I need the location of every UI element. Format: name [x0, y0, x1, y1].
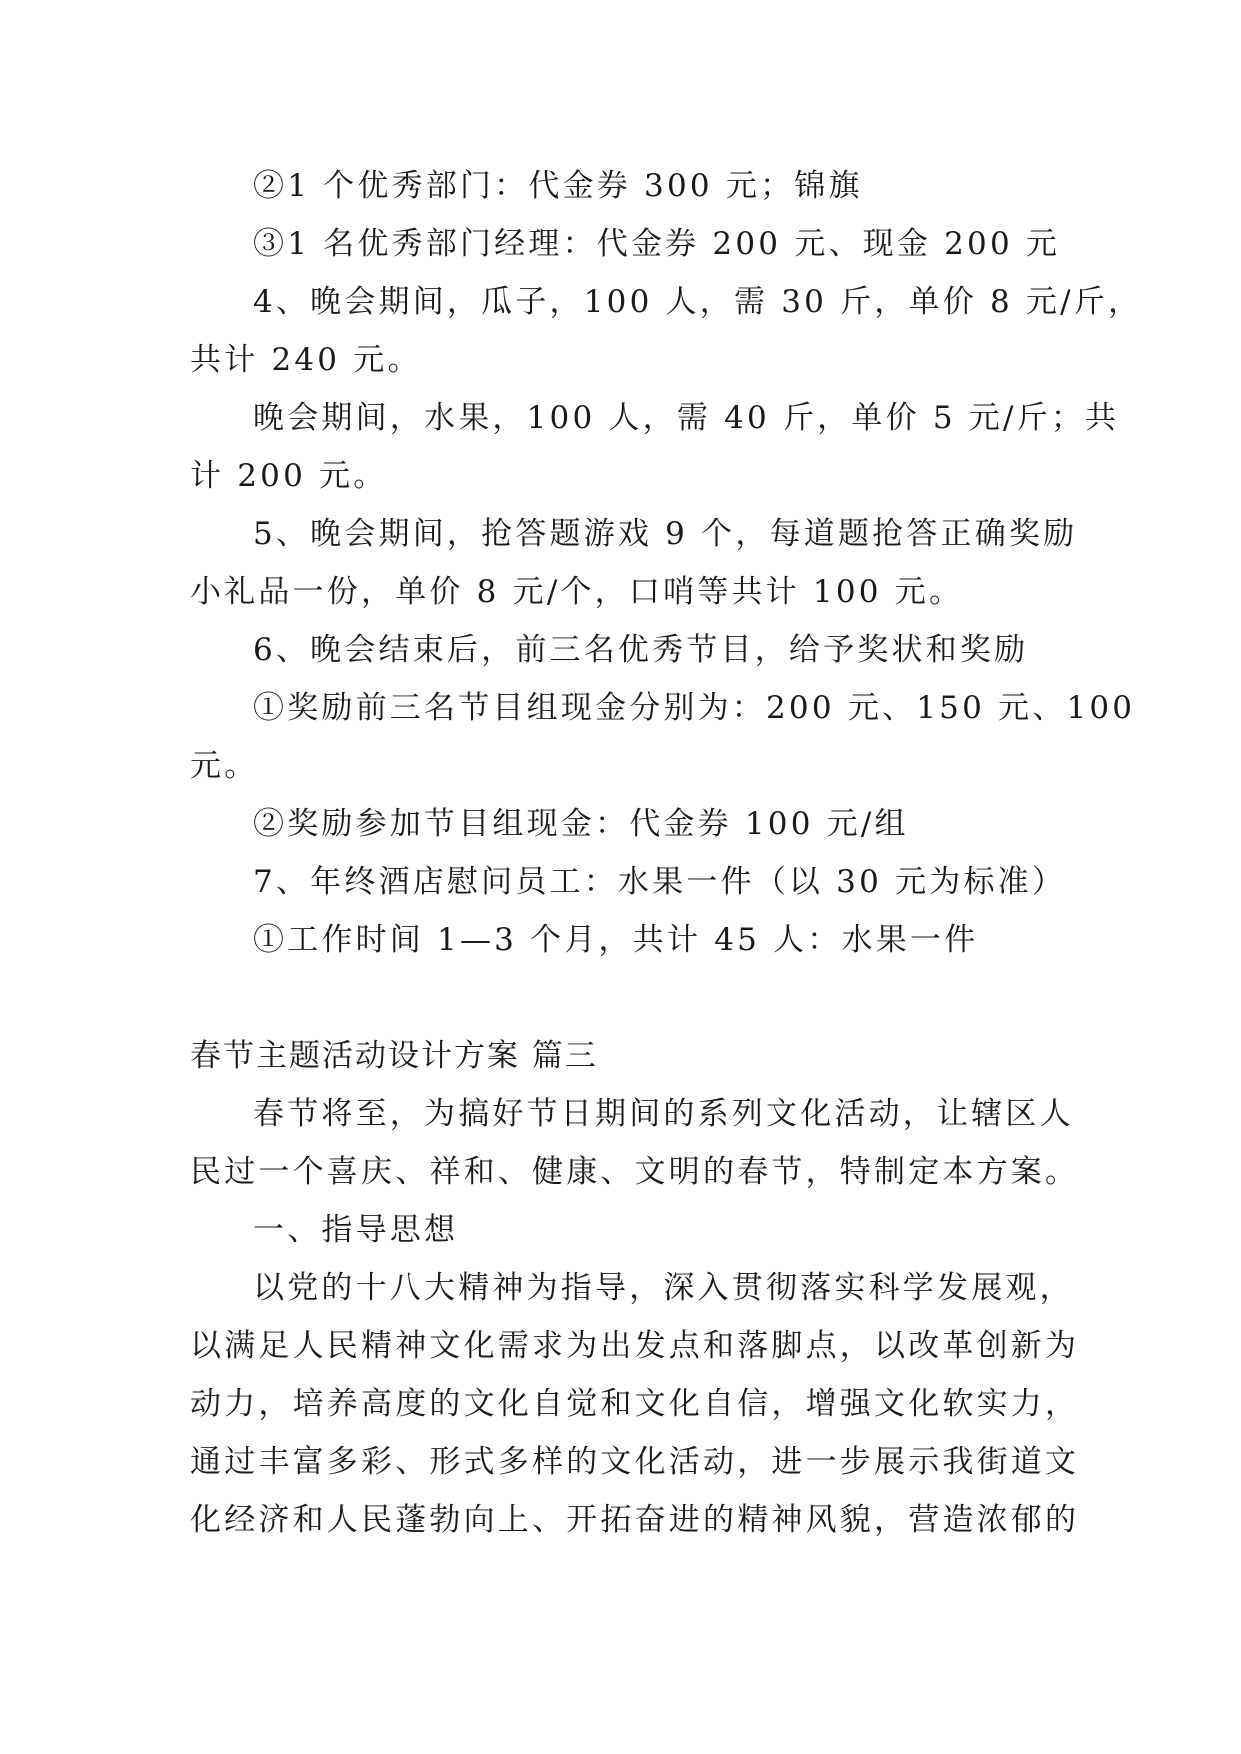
text-line: 通过丰富多彩、形式多样的文化活动，进一步展示我街道文: [190, 1444, 1080, 1480]
section-heading: 春节主题活动设计方案 篇三: [190, 1038, 598, 1074]
text-line: 以满足人民精神文化需求为出发点和落脚点，以改革创新为: [190, 1328, 1080, 1364]
text-line: 动力，培养高度的文化自觉和文化自信，增强文化软实力，: [190, 1386, 1080, 1422]
text-line: 4、晚会期间，瓜子，100 人，需 30 斤，单价 8 元/斤，: [253, 284, 1143, 320]
text-line: 6、晚会结束后，前三名优秀节目，给予奖状和奖励: [253, 632, 1029, 668]
text-line: 化经济和人民蓬勃向上、开拓奋进的精神风貌，营造浓郁的: [190, 1502, 1080, 1538]
text-line: ②1 个优秀部门：代金券 300 元；锦旗: [253, 168, 863, 204]
text-line: 春节将至，为搞好节日期间的系列文化活动，让辖区人: [253, 1096, 1074, 1132]
text-line: ②奖励参加节目组现金：代金券 100 元/组: [253, 806, 909, 842]
text-line: 元。: [190, 748, 259, 784]
text-line: ①工作时间 1—3 个月，共计 45 人：水果一件: [253, 922, 979, 958]
text-line: ①奖励前三名节目组现金分别为：200 元、150 元、100: [253, 690, 1136, 726]
text-line: 5、晚会期间，抢答题游戏 9 个，每道题抢答正确奖励: [253, 516, 1078, 552]
text-line: 晚会期间，水果，100 人，需 40 斤，单价 5 元/斤；共: [253, 400, 1120, 436]
subsection-heading: 一、指导思想: [253, 1212, 459, 1248]
text-line: 民过一个喜庆、祥和、健康、文明的春节，特制定本方案。: [190, 1154, 1080, 1190]
text-line: 共计 240 元。: [190, 342, 422, 378]
text-line: 7、年终酒店慰问员工：水果一件（以 30 元为标准）: [253, 864, 1067, 900]
text-line: 小礼品一份，单价 8 元/个，口哨等共计 100 元。: [190, 574, 964, 610]
text-line: ③1 名优秀部门经理：代金券 200 元、现金 200 元: [253, 226, 1061, 262]
text-line: 以党的十八大精神为指导，深入贯彻落实科学发展观，: [253, 1270, 1074, 1306]
text-line: 计 200 元。: [190, 458, 388, 494]
